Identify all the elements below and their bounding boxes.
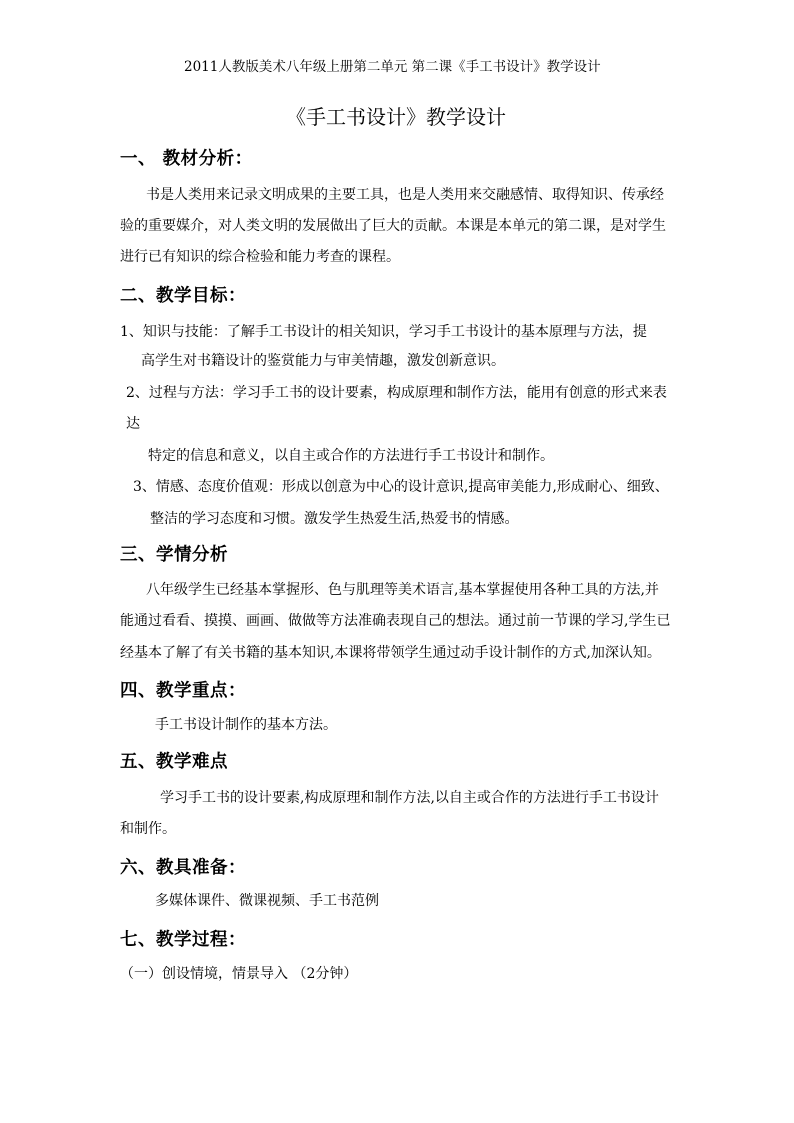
section-heading-key-points: 四、教学重点： <box>120 681 246 701</box>
paragraph-line: 书是人类用来记录文明成果的主要工具，也是人类用来交融感情、取得知识、传承经 <box>146 187 664 203</box>
paragraph-line: 多媒体课件、微课视频、手工书范例 <box>155 893 379 909</box>
paragraph-line: 和制作。 <box>120 821 176 837</box>
section-heading-process: 七、教学过程： <box>120 930 246 950</box>
section-heading-materials: 六、教具准备： <box>120 858 246 878</box>
paragraph-line: 进行已有知识的综合检验和能力考查的课程。 <box>120 249 400 265</box>
goal-line: 特定的信息和意义，以自主或合作的方法进行手工书设计和制作。 <box>148 448 554 464</box>
goal-line: 高学生对书籍设计的鉴赏能力与审美情趣，激发创新意识。 <box>141 353 505 369</box>
goal-line: 1、知识与技能：了解手工书设计的相关知识，学习手工书设计的基本原理与方法，提 <box>120 324 647 340</box>
section-heading-learner-analysis: 三、学情分析 <box>120 545 228 565</box>
paragraph-line: 验的重要媒介，对人类文明的发展做出了巨大的贡献。本课是本单元的第二课，是对学生 <box>120 218 666 234</box>
paragraph-line: 经基本了解了有关书籍的基本知识,本课将带领学生通过动手设计制作的方式,加深认知。 <box>120 645 661 661</box>
section-heading-teaching-goals: 二、教学目标： <box>120 286 246 306</box>
goal-line: 达 <box>126 416 140 432</box>
paragraph-line: （一）创设情境，情景导入 （2分钟） <box>120 966 358 982</box>
goal-line: 3、情感、态度价值观：形成以创意为中心的设计意识,提高审美能力,形成耐心、细致、 <box>133 479 669 495</box>
section-heading-textbook-analysis: 一、 教材分析： <box>120 149 253 169</box>
goal-line: 2、过程与方法：学习手工书的设计要素，构成原理和制作方法，能用有创意的形式来表 <box>126 385 667 401</box>
paragraph-line: 手工书设计制作的基本方法。 <box>155 717 337 733</box>
document-title: 《手工书设计》教学设计 <box>286 105 506 129</box>
paragraph-line: 八年级学生已经基本掌握形、色与肌理等美术语言,基本掌握使用各种工具的方法,并 <box>146 582 659 598</box>
section-heading-difficulties: 五、教学难点 <box>120 752 228 772</box>
paragraph-line: 能通过看看、摸摸、画画、做做等方法准确表现自己的想法。通过前一节课的学习,学生已 <box>120 613 671 629</box>
running-header: 2011人教版美术八年级上册第二单元 第二课《手工书设计》教学设计 <box>184 59 601 75</box>
paragraph-line: 学习手工书的设计要素,构成原理和制作方法,以自主或合作的方法进行手工书设计 <box>160 790 659 806</box>
goal-line: 整洁的学习态度和习惯。激发学生热爱生活,热爱书的情感。 <box>150 511 519 527</box>
